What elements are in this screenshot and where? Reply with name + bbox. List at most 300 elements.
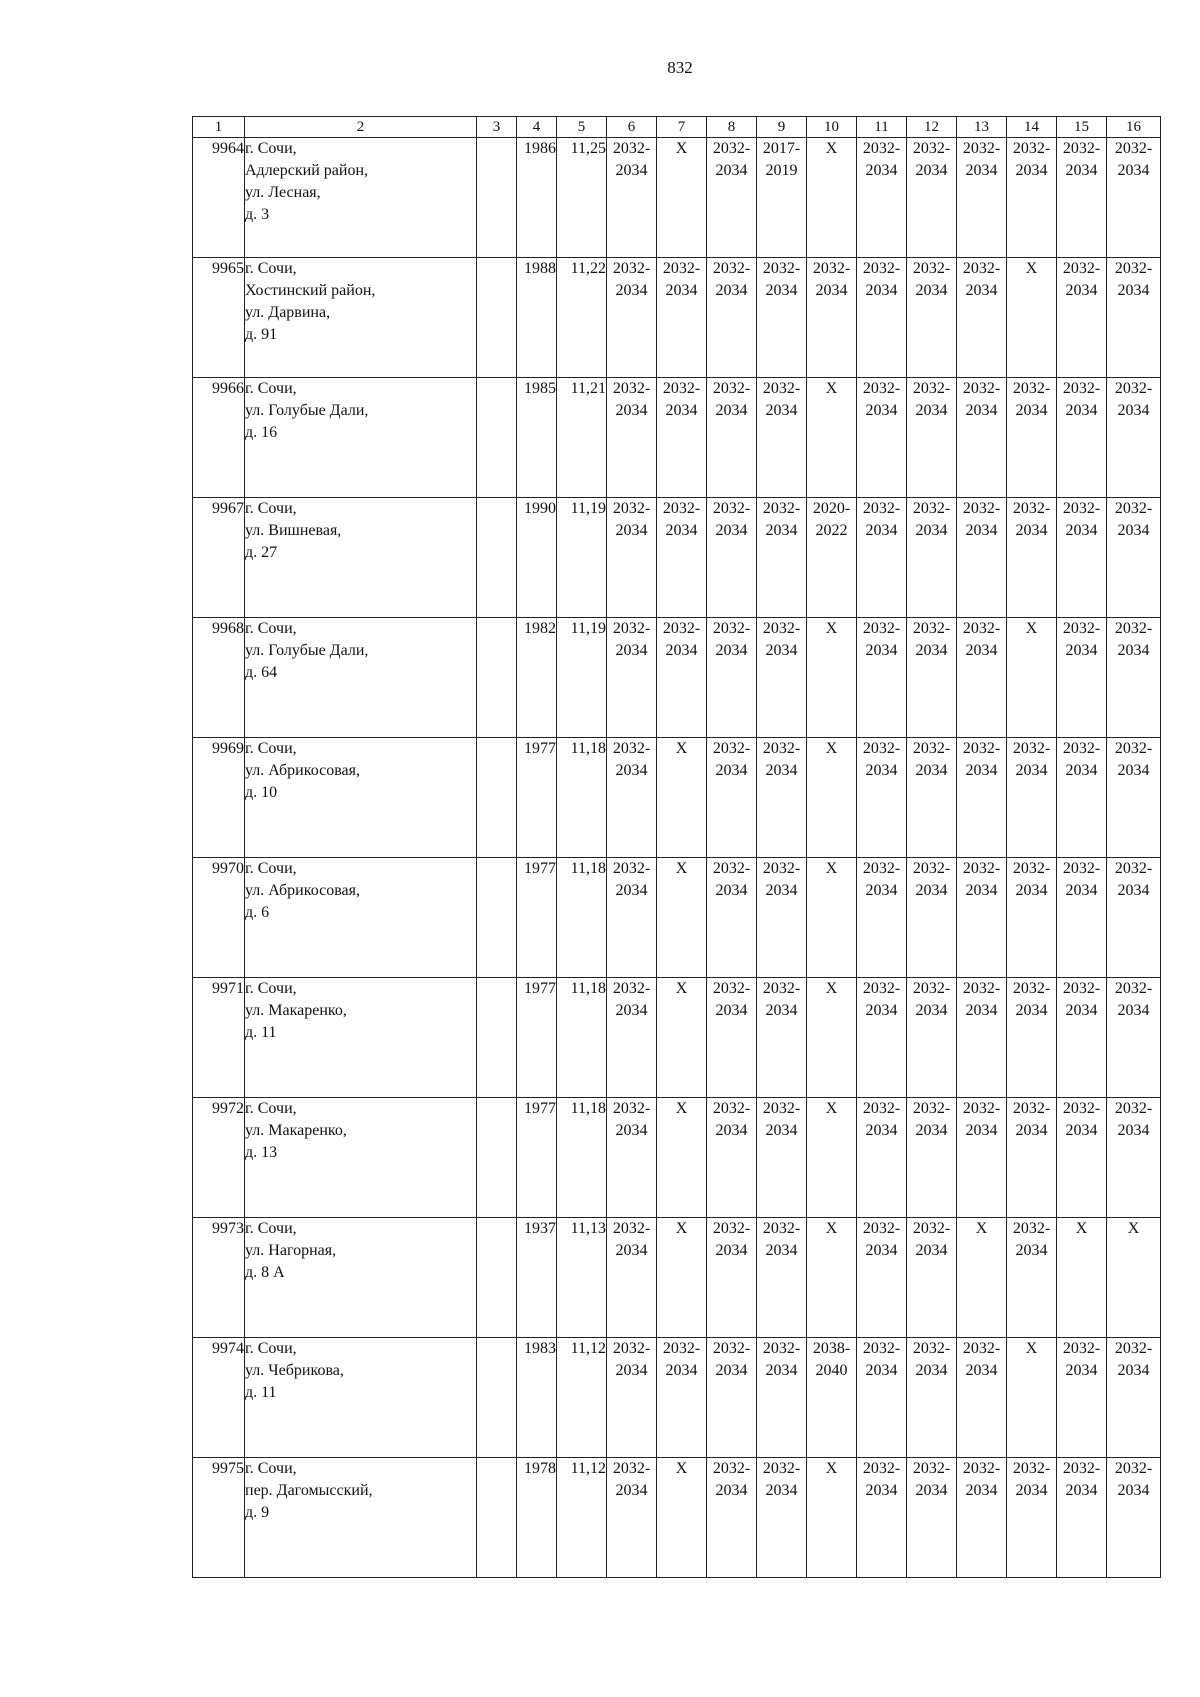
column-header-4: 4 [517,117,557,138]
period-line: X [825,620,838,637]
period-line: 2040 [815,1362,848,1379]
address-cell [245,618,477,738]
period-cell-col-12 [907,978,957,1098]
period-line: 2034 [865,762,898,779]
period-line: 2032- [962,1460,1001,1477]
period-cell-col-15 [1057,978,1107,1098]
table-row [193,1458,1161,1578]
table-row [193,738,1161,858]
period-line: 2034 [1065,642,1098,659]
period-cell-col-11 [857,1338,907,1458]
period-line: 2032- [962,860,1001,877]
period-cell-col-6 [607,618,657,738]
period-line: 2034 [615,642,648,659]
period-cell-col-10 [807,738,857,858]
period-line: 2034 [715,1362,748,1379]
period-line: 2032- [1062,140,1101,157]
rating-cell: 11,19 [557,618,607,738]
period-line: 2034 [1065,1482,1098,1499]
period-line: 2032- [662,380,701,397]
period-line: 2034 [1015,402,1048,419]
period-cell-col-13 [957,258,1007,378]
period-line: 2034 [965,1122,998,1139]
address-cell [245,1218,477,1338]
period-line: 2034 [765,402,798,419]
period-line: 2032- [912,620,951,637]
period-line: 2034 [965,522,998,539]
address-cell [245,498,477,618]
period-cell-col-16 [1107,618,1161,738]
period-line: 2034 [765,882,798,899]
address-line: д. 8 А [245,1264,285,1281]
column-3-cell [477,1338,517,1458]
period-cell-col-16 [1107,258,1161,378]
address-cell [245,138,477,258]
period-cell-col-7 [657,1458,707,1578]
period-line: 2034 [915,282,948,299]
period-cell-col-9 [757,258,807,378]
period-line: 2032- [762,1460,801,1477]
period-line: 2032- [712,980,751,997]
period-line: 2032- [1114,260,1153,277]
rating-cell: 11,25 [557,138,607,258]
period-line: 2032- [762,860,801,877]
rating-cell: 11,18 [557,1098,607,1218]
period-line: 2032- [1012,380,1051,397]
period-cell-col-9 [757,618,807,738]
column-header-6: 6 [607,117,657,138]
housing-repair-schedule-table [192,116,1161,1578]
address-line: г. Сочи, [245,380,297,397]
period-line: 2032- [762,740,801,757]
period-line: 2034 [615,1002,648,1019]
period-line: X [675,140,688,157]
period-line: X [675,860,688,877]
column-3-cell [477,378,517,498]
rating-cell: 11,19 [557,498,607,618]
address-line: д. 91 [245,326,278,343]
period-line: X [825,380,838,397]
address-line: ул. Макаренко, [245,1002,347,1019]
period-line: 2032- [612,740,651,757]
address-line: д. 27 [245,544,278,561]
period-line: 2032- [712,260,751,277]
period-line: 2034 [1015,882,1048,899]
period-line: 2034 [615,1122,648,1139]
period-line: 2032- [1062,1460,1101,1477]
year-built-cell: 1977 [517,858,557,978]
period-line: 2032- [762,500,801,517]
period-line: 2034 [915,882,948,899]
period-line: 2032- [762,1100,801,1117]
period-line: 2032- [712,860,751,877]
rating-cell: 11,13 [557,1218,607,1338]
period-cell-col-14 [1007,858,1057,978]
period-line: 2032- [1114,1460,1153,1477]
period-cell-col-13 [957,498,1007,618]
period-line: 2032- [762,260,801,277]
period-cell-col-10 [807,1218,857,1338]
period-cell-col-13 [957,738,1007,858]
period-cell-col-13 [957,1098,1007,1218]
period-line: 2034 [1015,1242,1048,1259]
period-line: 2034 [1015,1002,1048,1019]
period-cell-col-9 [757,978,807,1098]
period-line: 2032- [862,860,901,877]
period-line: 2034 [1117,762,1150,779]
period-cell-col-11 [857,1218,907,1338]
period-line: 2032- [1114,620,1153,637]
period-cell-col-14 [1007,1338,1057,1458]
period-line: 2032- [712,620,751,637]
rating-cell: 11,18 [557,978,607,1098]
period-line: X [975,1220,988,1237]
period-line: 2034 [715,162,748,179]
period-cell-col-6 [607,498,657,618]
period-line: 2032- [862,1460,901,1477]
period-line: 2032- [712,500,751,517]
address-line: г. Сочи, [245,860,297,877]
period-cell-col-9 [757,858,807,978]
period-line: 2032- [1062,260,1101,277]
column-header-12: 12 [907,117,957,138]
period-line: 2034 [1015,1122,1048,1139]
period-cell-col-11 [857,1098,907,1218]
address-line: д. 11 [245,1024,277,1041]
period-line: 2032- [912,500,951,517]
period-line: X [675,740,688,757]
period-line: 2032- [612,1220,651,1237]
address-line: д. 9 [245,1504,270,1521]
period-line: 2032- [962,980,1001,997]
period-cell-col-8 [707,498,757,618]
period-cell-col-6 [607,1218,657,1338]
address-cell [245,378,477,498]
period-cell-col-8 [707,618,757,738]
period-cell-col-6 [607,378,657,498]
row-number: 9973 [193,1218,245,1338]
period-cell-col-7 [657,498,707,618]
row-number: 9970 [193,858,245,978]
table-body [193,138,1161,1578]
period-cell-col-16 [1107,498,1161,618]
period-cell-col-10 [807,1098,857,1218]
period-line: 2032- [862,620,901,637]
period-cell-col-8 [707,858,757,978]
period-line: 2034 [765,1362,798,1379]
period-line: 2017- [762,140,801,157]
address-line: г. Сочи, [245,1220,297,1237]
period-cell-col-7 [657,258,707,378]
period-line: 2034 [615,882,648,899]
period-cell-col-7 [657,618,707,738]
column-header-2: 2 [245,117,477,138]
period-line: X [1025,1340,1038,1357]
period-line: 2032- [1062,1340,1101,1357]
row-number: 9975 [193,1458,245,1578]
period-cell-col-15 [1057,1458,1107,1578]
address-line: ул. Голубые Дали, [245,402,369,419]
period-line: 2032- [862,1220,901,1237]
period-line: X [675,980,688,997]
period-cell-col-13 [957,138,1007,258]
period-line: 2032- [862,500,901,517]
period-line: 2034 [965,882,998,899]
period-cell-col-8 [707,1338,757,1458]
period-cell-col-13 [957,1338,1007,1458]
address-line: Адлерский район, [245,162,369,179]
period-cell-col-7 [657,1338,707,1458]
period-cell-col-16 [1107,378,1161,498]
period-cell-col-14 [1007,618,1057,738]
period-line: 2034 [765,1122,798,1139]
period-cell-col-9 [757,378,807,498]
address-line: д. 11 [245,1384,277,1401]
period-line: 2032- [762,1340,801,1357]
period-line: 2034 [1065,762,1098,779]
period-line: 2034 [1015,162,1048,179]
rating-cell: 11,21 [557,378,607,498]
period-line: 2034 [965,282,998,299]
period-cell-col-11 [857,1458,907,1578]
period-cell-col-16 [1107,1338,1161,1458]
row-number: 9964 [193,138,245,258]
period-line: 2032- [1062,740,1101,757]
period-line: 2032- [1114,380,1153,397]
period-cell-col-9 [757,1098,807,1218]
period-line: 2032- [1062,980,1101,997]
period-cell-col-15 [1057,498,1107,618]
period-line: 2032- [1012,1460,1051,1477]
period-line: X [675,1460,688,1477]
period-line: 2032- [1012,740,1051,757]
period-cell-col-6 [607,738,657,858]
period-cell-col-10 [807,258,857,378]
period-line: 2034 [915,1122,948,1139]
period-line: 2034 [765,642,798,659]
address-line: д. 16 [245,424,278,441]
address-cell [245,1338,477,1458]
period-cell-col-12 [907,138,957,258]
period-line: X [825,140,838,157]
period-line: 2034 [665,522,698,539]
period-line: X [1025,620,1038,637]
period-cell-col-6 [607,1338,657,1458]
period-cell-col-7 [657,978,707,1098]
period-line: 2020- [812,500,851,517]
period-cell-col-8 [707,978,757,1098]
period-line: 2034 [1117,162,1150,179]
year-built-cell: 1977 [517,978,557,1098]
period-cell-col-6 [607,138,657,258]
period-line: 2032- [1062,1100,1101,1117]
period-cell-col-12 [907,858,957,978]
address-line: г. Сочи, [245,980,297,997]
period-cell-col-16 [1107,1098,1161,1218]
period-line: 2034 [915,162,948,179]
period-line: 2032- [1114,860,1153,877]
period-cell-col-6 [607,978,657,1098]
period-line: 2032- [1114,1100,1153,1117]
period-line: X [825,740,838,757]
period-line: 2034 [1117,402,1150,419]
period-line: 2032- [862,380,901,397]
period-line: X [825,860,838,877]
period-line: 2034 [865,1122,898,1139]
table-row [193,378,1161,498]
period-cell-col-9 [757,138,807,258]
period-line: 2034 [1117,882,1150,899]
column-header-15: 15 [1057,117,1107,138]
period-cell-col-16 [1107,1458,1161,1578]
period-line: 2034 [1065,882,1098,899]
period-line: 2038- [812,1340,851,1357]
period-line: 2034 [965,642,998,659]
period-line: 2032- [912,380,951,397]
period-cell-col-11 [857,258,907,378]
period-cell-col-11 [857,618,907,738]
period-cell-col-15 [1057,1218,1107,1338]
period-cell-col-12 [907,378,957,498]
period-line: 2034 [1065,282,1098,299]
period-line: 2034 [765,1002,798,1019]
table-row [193,1338,1161,1458]
period-cell-col-15 [1057,858,1107,978]
table-row [193,258,1161,378]
period-line: 2022 [815,522,848,539]
period-line: 2032- [712,1340,751,1357]
address-line: г. Сочи, [245,260,297,277]
column-header-10: 10 [807,117,857,138]
period-line: 2032- [612,260,651,277]
period-cell-col-9 [757,1218,807,1338]
period-line: 2032- [962,740,1001,757]
period-line: 2032- [612,620,651,637]
period-line: 2032- [762,980,801,997]
address-line: д. 10 [245,784,278,801]
period-cell-col-14 [1007,978,1057,1098]
period-cell-col-13 [957,378,1007,498]
address-line: ул. Чебрикова, [245,1362,344,1379]
period-line: 2034 [715,762,748,779]
period-line: 2032- [662,500,701,517]
period-line: 2032- [712,1220,751,1237]
period-line: 2034 [715,882,748,899]
column-header-16: 16 [1107,117,1161,138]
column-header-3: 3 [477,117,517,138]
period-line: 2032- [612,140,651,157]
period-cell-col-12 [907,1098,957,1218]
period-line: 2034 [865,1482,898,1499]
period-cell-col-8 [707,1098,757,1218]
header-row [193,117,1161,138]
period-line: 2032- [1062,860,1101,877]
period-line: X [1127,1220,1140,1237]
period-line: 2032- [962,140,1001,157]
period-cell-col-9 [757,1458,807,1578]
period-line: 2034 [865,402,898,419]
period-cell-col-8 [707,258,757,378]
period-line: X [825,1220,838,1237]
period-line: 2034 [715,1242,748,1259]
address-cell [245,738,477,858]
row-number: 9971 [193,978,245,1098]
column-3-cell [477,978,517,1098]
period-line: 2034 [965,1002,998,1019]
period-line: 2032- [612,1460,651,1477]
period-line: 2034 [1015,1482,1048,1499]
year-built-cell: 1983 [517,1338,557,1458]
period-line: 2032- [912,1340,951,1357]
column-3-cell [477,1458,517,1578]
period-line: X [825,980,838,997]
period-line: 2034 [1065,522,1098,539]
column-3-cell [477,138,517,258]
period-line: 2034 [915,1362,948,1379]
period-line: 2034 [715,642,748,659]
period-cell-col-6 [607,1098,657,1218]
period-line: 2032- [962,1340,1001,1357]
period-cell-col-10 [807,1458,857,1578]
row-number: 9969 [193,738,245,858]
period-line: 2034 [865,522,898,539]
period-line: 2034 [965,402,998,419]
period-cell-col-11 [857,738,907,858]
period-line: 2032- [712,380,751,397]
column-3-cell [477,498,517,618]
period-line: 2034 [715,1482,748,1499]
period-line: 2032- [762,620,801,637]
period-line: 2032- [1062,380,1101,397]
address-line: г. Сочи, [245,740,297,757]
period-line: X [825,1460,838,1477]
period-line: 2034 [815,282,848,299]
column-header-5: 5 [557,117,607,138]
row-number: 9974 [193,1338,245,1458]
period-cell-col-8 [707,1218,757,1338]
period-line: X [825,1100,838,1117]
table-row [193,978,1161,1098]
period-cell-col-16 [1107,858,1161,978]
period-cell-col-7 [657,1098,707,1218]
period-line: 2034 [1117,1362,1150,1379]
address-line: г. Сочи, [245,1460,297,1477]
period-cell-col-6 [607,1458,657,1578]
period-line: 2034 [765,762,798,779]
period-line: 2032- [912,740,951,757]
period-cell-col-7 [657,858,707,978]
period-line: X [1075,1220,1088,1237]
period-line: 2034 [765,1482,798,1499]
period-cell-col-14 [1007,138,1057,258]
period-line: 2032- [1012,140,1051,157]
period-cell-col-16 [1107,138,1161,258]
address-line: г. Сочи, [245,1340,297,1357]
page-number: 832 [667,58,693,77]
rating-cell: 11,18 [557,858,607,978]
period-line: 2032- [812,260,851,277]
period-cell-col-8 [707,378,757,498]
period-line: 2032- [1012,500,1051,517]
address-line: пер. Дагомысский, [245,1482,373,1499]
address-line: г. Сочи, [245,140,297,157]
year-built-cell: 1977 [517,1098,557,1218]
row-number: 9968 [193,618,245,738]
period-line: 2032- [662,1340,701,1357]
period-cell-col-15 [1057,138,1107,258]
period-line: 2034 [965,1482,998,1499]
period-line: 2034 [965,162,998,179]
